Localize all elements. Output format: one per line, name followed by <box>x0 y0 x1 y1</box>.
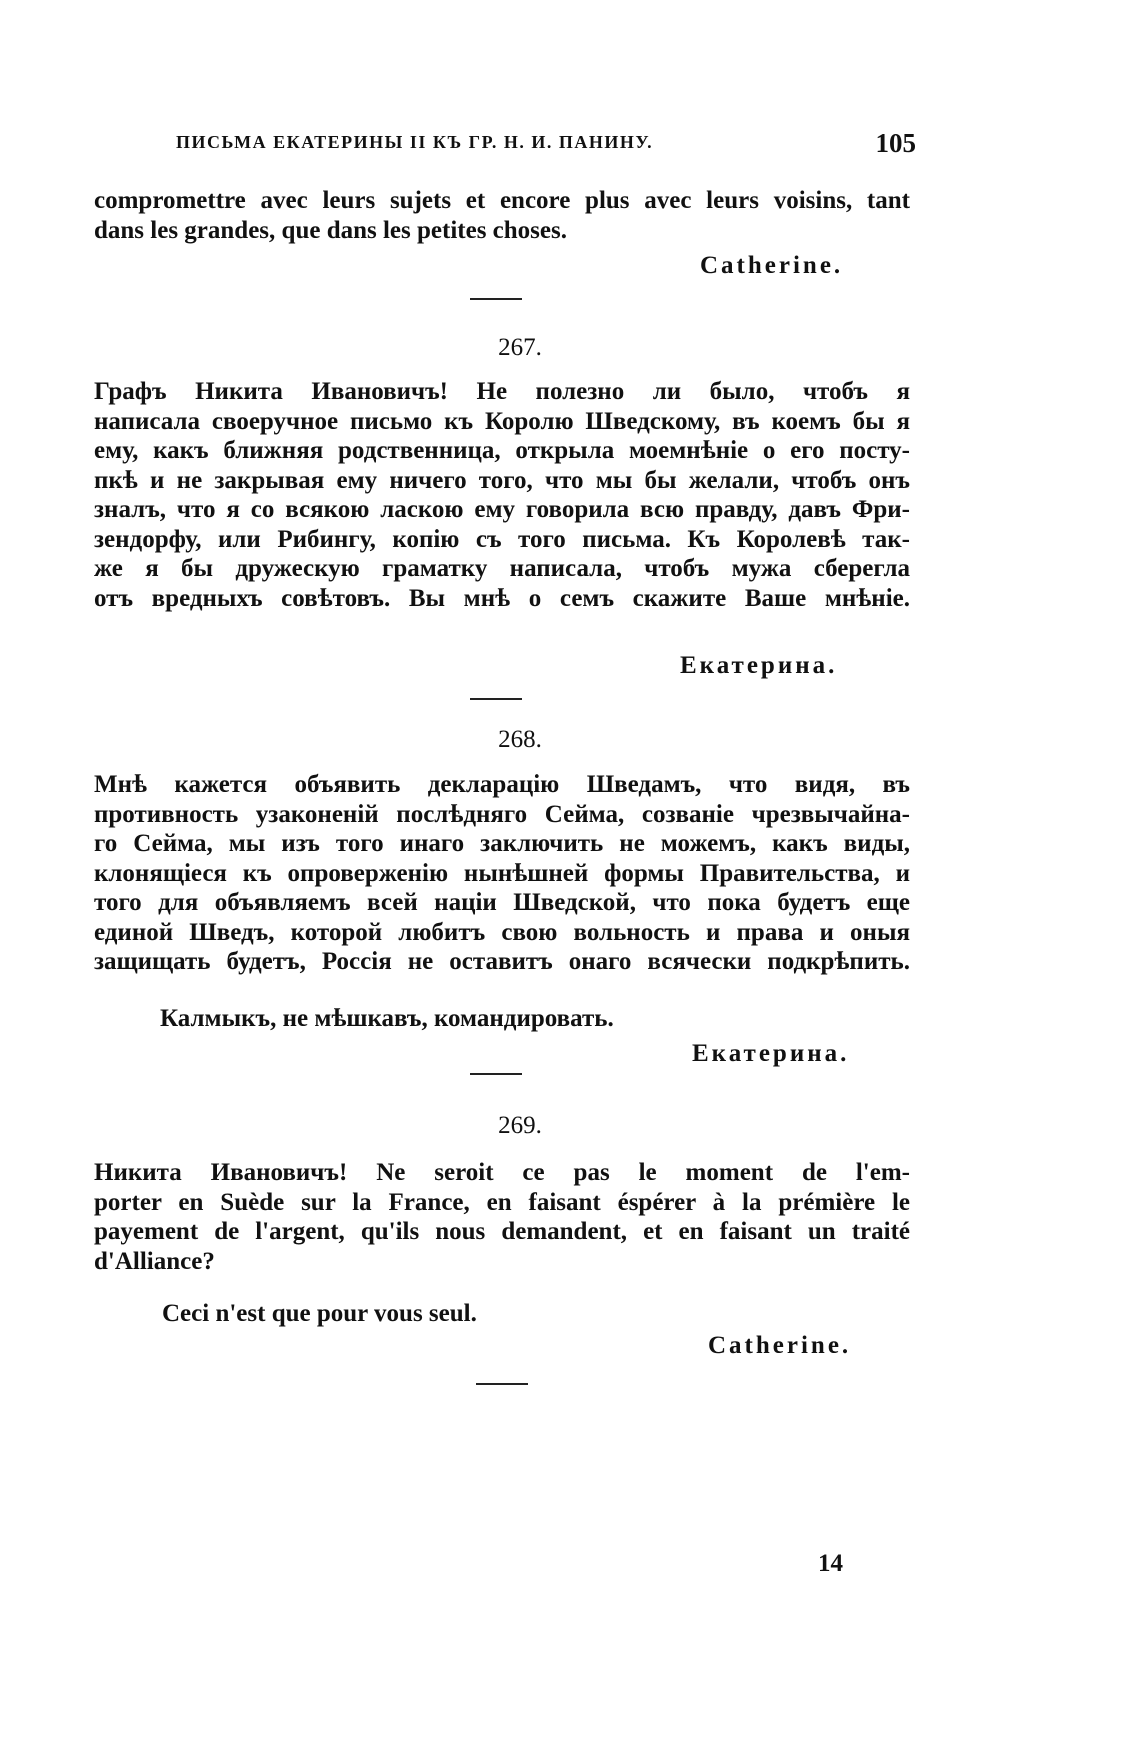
letter-266-text <box>94 186 910 245</box>
letter-268-number: 268. <box>498 726 542 753</box>
letter-267-signature: Екатерина. <box>680 652 838 679</box>
signature-mark: 14 <box>818 1550 843 1577</box>
text-line: го Сейма, мы изъ того инаго заключить не можемъ, какъ виды, <box>94 830 910 857</box>
text-line: пкѣ и не закрывая ему ничего того, что мы бы желали, чтобъ онъ <box>94 466 910 494</box>
text-line: написала своеручное письмо къ Королю Шведскому, въ коемъ бы я <box>94 407 910 435</box>
text-line: compromettre avec leurs sujets et encore plus avec leurs voisins, tant <box>94 187 910 214</box>
text-line: клонящіеся къ опроверженію нынѣшней формы Правительства, и <box>94 859 910 887</box>
section-divider <box>470 698 522 700</box>
letter-268-text <box>94 770 910 977</box>
section-divider <box>470 298 522 300</box>
text-line: Мнѣ кажется объявить декларацію Шведамъ, что видя, въ <box>94 771 910 798</box>
text-line: противность узаконеній послѣдняго Сейма, созваніе чрезвычайна- <box>94 800 910 828</box>
text-line: ему, какъ ближняя родственница, открыла моемнѣніе о его посту- <box>94 437 910 464</box>
section-divider <box>476 1383 528 1385</box>
letter-267-number: 267. <box>498 334 542 361</box>
text-line: d'Alliance? <box>94 1247 215 1275</box>
letter-267-text <box>94 377 910 613</box>
letter-268-signature: Екатерина. <box>692 1040 850 1067</box>
text-line: единой Шведъ, которой любитъ свою вольность и права и оныя <box>94 918 910 946</box>
text-line: отъ вредныхъ совѣтовъ. Вы мнѣ о семъ скажите Ваше мнѣніе. <box>94 584 910 612</box>
letter-266-signature: Catherine. <box>700 252 844 279</box>
text-line: зналъ, что я со всякою ласкою ему говорила всю правду, давъ Фри- <box>94 496 910 523</box>
letter-269-postscript: Ceci n'est que pour vous seul. <box>162 1300 477 1327</box>
text-line: защищать будетъ, Россія не оставитъ онаго всячески подкрѣпить. <box>94 948 910 975</box>
text-line: payement de l'argent, qu'ils nous demandent, et en faisant un traité <box>94 1218 910 1245</box>
text-line: же я бы дружескую граматку написала, чтобъ мужа сберегла <box>94 555 910 582</box>
text-line: porter en Suède sur la France, en faisant éspérer à la prémière le <box>94 1188 910 1216</box>
letter-269-number: 269. <box>498 1112 542 1139</box>
text-line: того для объявляемъ всей націи Шведской, что пока будетъ еще <box>94 889 910 916</box>
letter-269-signature: Catherine. <box>708 1332 852 1359</box>
running-title: ПИСЬМА ЕКАТЕРИНЫ II КЪ ГР. Н. И. ПАНИНУ. <box>176 132 654 152</box>
letter-269-text <box>94 1158 910 1276</box>
letter-268-postscript: Калмыкъ, не мѣшкавъ, командировать. <box>160 1005 614 1032</box>
text-line: Никита Ивановичъ! Ne seroit ce pas le moment de l'em- <box>94 1159 910 1186</box>
page-header <box>176 128 916 168</box>
text-line: Графъ Никита Ивановичъ! Не полезно ли было, чтобъ я <box>94 378 910 405</box>
text-line: dans les grandes, que dans les petites choses. <box>94 216 567 244</box>
section-divider <box>470 1073 522 1075</box>
text-line: зендорфу, или Рибингу, копію съ того письма. Къ Королевѣ так- <box>94 525 910 553</box>
page-number: 105 <box>875 128 916 158</box>
